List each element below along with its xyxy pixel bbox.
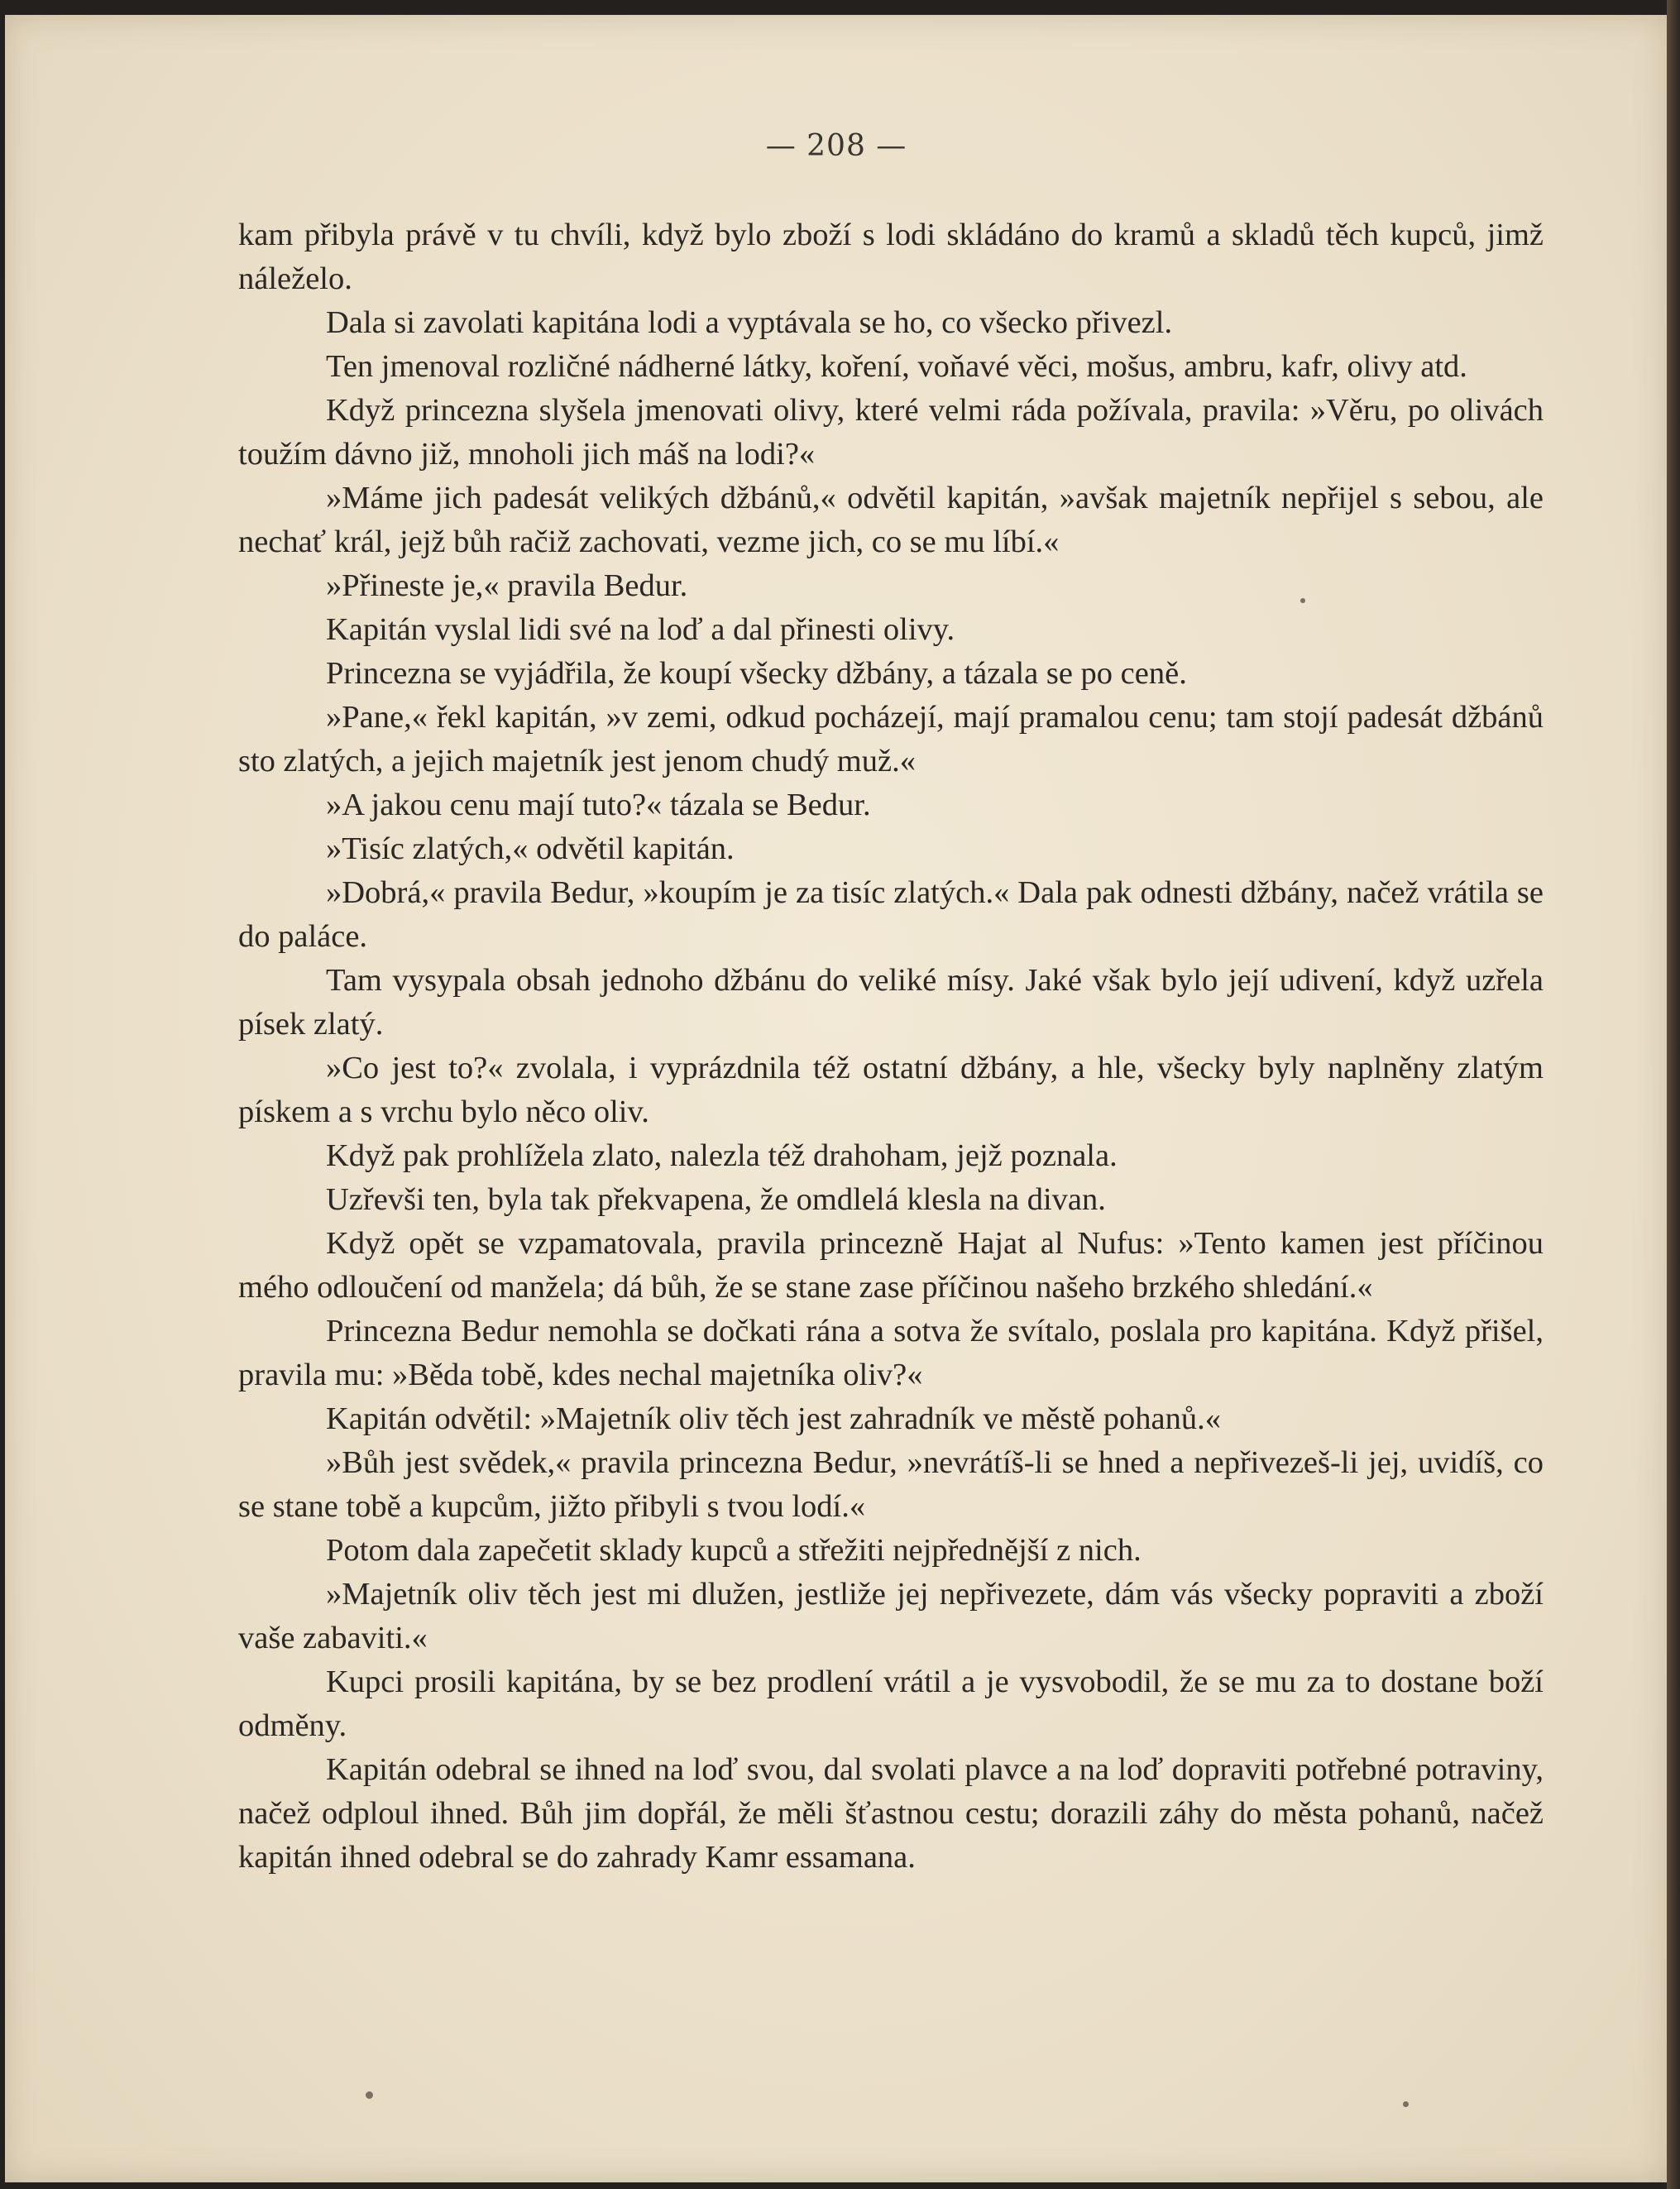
paragraph: »Dobrá,« pravila Bedur, »koupím je za tisíc zlatých.« Dala pak odnesti džbány, načež vrátila se do paláce. <box>238 875 1544 954</box>
paragraph: Kapitán vyslal lidi své na loď a dal přinesti olivy. <box>326 612 955 647</box>
paragraph: »Pane,« řekl kapitán, »v zemi, odkud pocházejí, mají pramalou cenu; tam stojí padesát džbánů sto zlatých, a jejich majetník jest jenom chudý muž.« <box>238 700 1544 778</box>
paragraph: Kupci prosili kapitána, by se bez prodlení vrátil a je vysvobodil, že se mu za to dostane boží odměny. <box>238 1665 1544 1743</box>
paragraph: Když pak prohlížela zlato, nalezla též drahoham, jejž poznala. <box>326 1138 1118 1173</box>
paragraph: »Tisíc zlatých,« odvětil kapitán. <box>326 831 735 866</box>
paragraph: Když princezna slyšela jmenovati olivy, které velmi ráda požívala, pravila: »Věru, po olivách toužím dávno již, mnoholi jich máš na lodi?« <box>238 393 1544 472</box>
paragraph: Uzřevši ten, byla tak překvapena, že omdlelá klesla na divan. <box>326 1182 1106 1217</box>
paragraph: Kapitán odebral se ihned na loď svou, dal svolati plavce a na loď dopraviti potřebné potraviny, načež odploul ihned. Bůh jim dopřál, že měli šťastnou cestu; dorazili záhy do města pohanů, načež kapitán ihned odebral se do zahrady Kamr essamana. <box>238 1752 1544 1875</box>
paper-speck <box>366 2091 373 2099</box>
paragraph: »Máme jich padesát velikých džbánů,« odvětil kapitán, »avšak majetník nepřijel s sebou, ale nechať král, jejž bůh račiž zachovati, vezme jich, co se mu líbí.« <box>238 481 1544 559</box>
body-text <box>238 213 1544 1880</box>
paragraph: Kapitán odvětil: »Majetník oliv těch jest zahradník ve městě pohanů.« <box>326 1401 1221 1436</box>
paragraph: Potom dala zapečetit sklady kupců a střežiti nejpřednější z nich. <box>326 1533 1142 1568</box>
paragraph: kam přibyla právě v tu chvíli, když bylo zboží s lodi skládáno do kramů a skladů těch kupců, jimž náleželo. <box>238 218 1544 296</box>
paper-speck <box>1403 2101 1409 2107</box>
paragraph: Princezna Bedur nemohla se dočkati rána a sotva že svítalo, poslala pro kapitána. Když přišel, pravila mu: »Běda tobě, kdes nechal majetníka oliv?« <box>238 1314 1544 1392</box>
paragraph: »Co jest to?« zvolala, i vyprázdnila též ostatní džbány, a hle, všecky byly naplněny zlatým pískem a s vrchu bylo něco oliv. <box>238 1051 1544 1129</box>
paragraph: »Přineste je,« pravila Bedur. <box>326 568 688 603</box>
paragraph: Dala si zavolati kapitána lodi a vyptávala se ho, co všecko přivezl. <box>326 305 1173 340</box>
paragraph: Princezna se vyjádřila, že koupí všecky džbány, a tázala se po ceně. <box>326 656 1187 691</box>
page-number: — 208 — <box>765 129 907 163</box>
paragraph: Když opět se vzpamatovala, pravila princezně Hajat al Nufus: »Tento kamen jest příčinou mého odloučení od manžela; dá bůh, že se stane zase příčinou našeho brzkého shledání.« <box>238 1226 1544 1305</box>
page-edge <box>1667 0 1680 2189</box>
paragraph: Tam vysypala obsah jednoho džbánu do veliké mísy. Jaké však bylo její udivení, když uzřela písek zlatý. <box>238 963 1544 1042</box>
paragraph: »A jakou cenu mají tuto?« tázala se Bedur. <box>326 788 871 822</box>
paragraph: Ten jmenoval rozličné nádherné látky, koření, voňavé věci, mošus, ambru, kafr, olivy atd. <box>326 349 1467 384</box>
paragraph: »Majetník oliv těch jest mi dlužen, jestliže jej nepřivezete, dám vás všecky popraviti a zboží vaše zabaviti.« <box>238 1577 1544 1655</box>
book-page <box>5 15 1668 2182</box>
paper-speck <box>1300 598 1305 603</box>
paragraph: »Bůh jest svědek,« pravila princezna Bedur, »nevrátíš-li se hned a nepřivezeš-li jej, uvidíš, co se stane tobě a kupcům, jižto přibyli s tvou lodí.« <box>238 1445 1544 1524</box>
